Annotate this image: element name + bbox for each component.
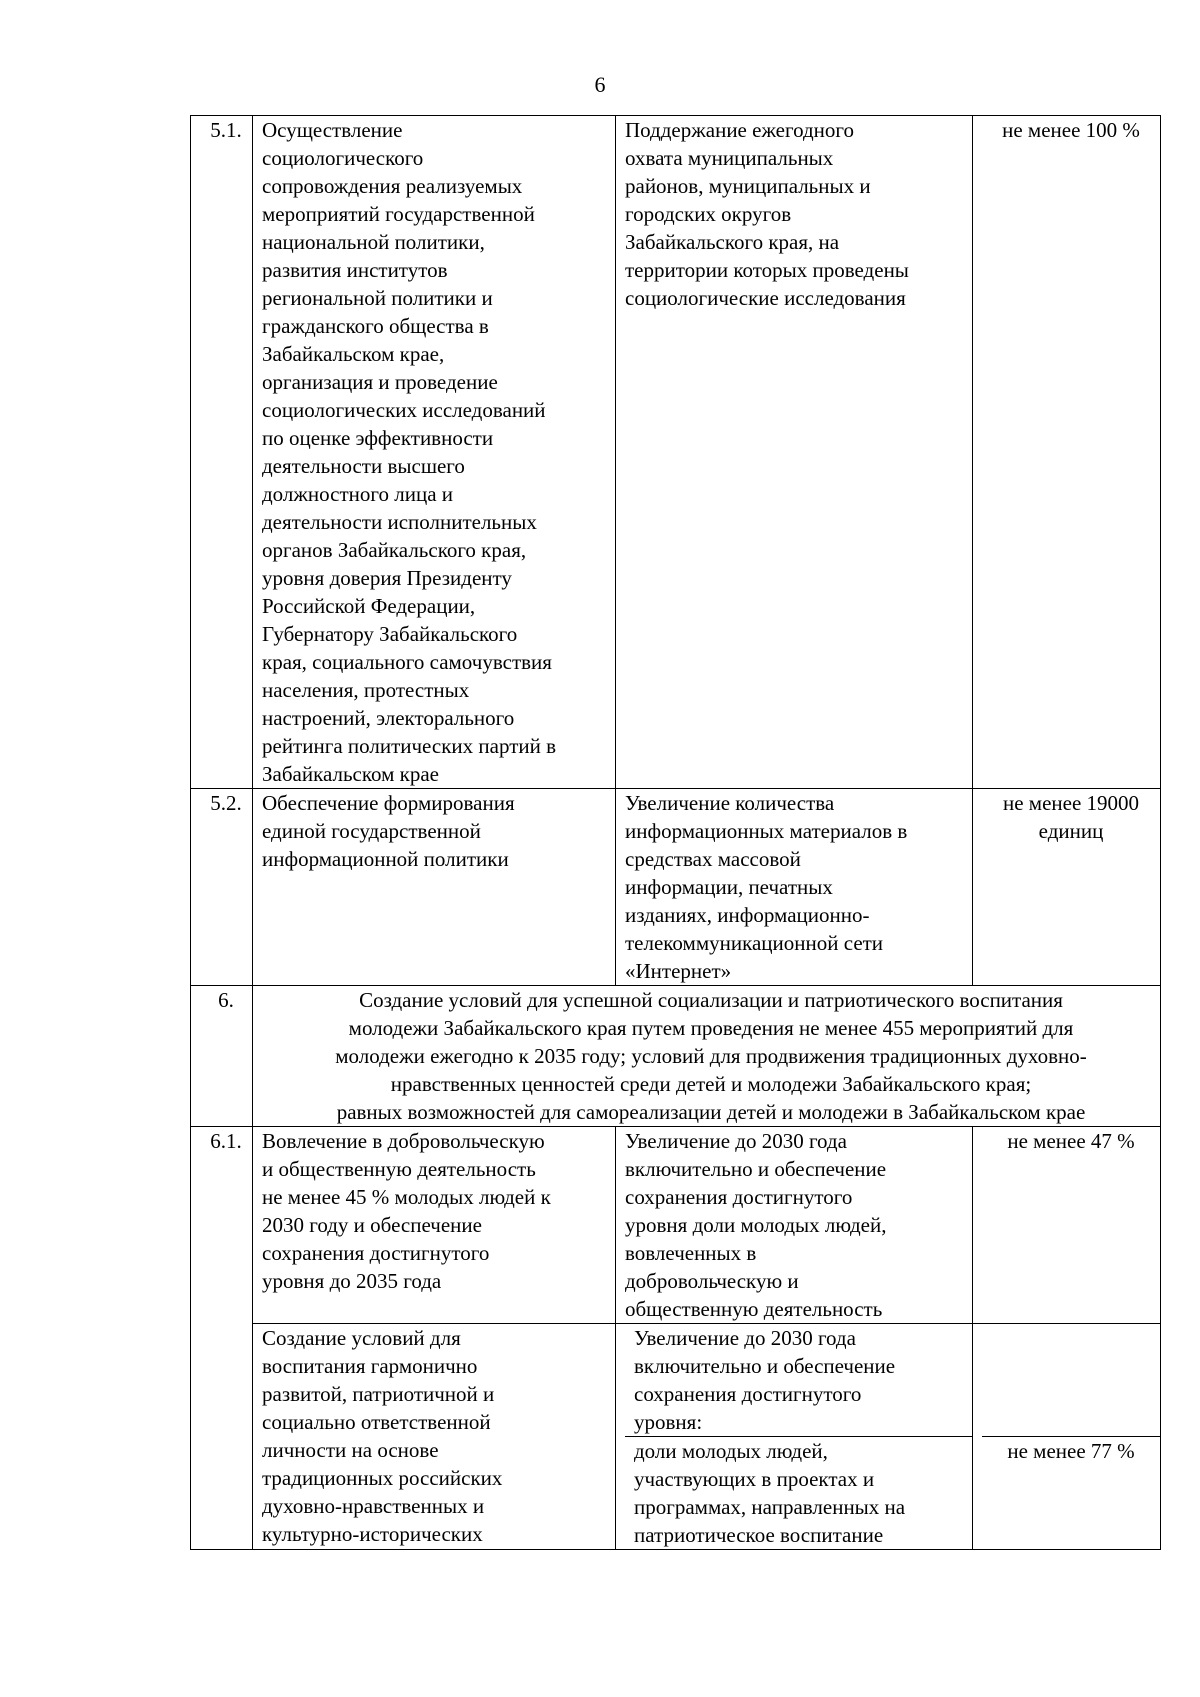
value-cell: [973, 789, 1161, 986]
table-row: [191, 116, 1161, 789]
goals-table: [190, 115, 1161, 1550]
table-row: [191, 789, 1161, 986]
indicator-text: Поддержание ежегодного охвата муниципальных районов, муниципальных и городских округов Забайкальского края, на территории которых проведены социологические исследования: [625, 118, 909, 310]
section-goal-text: Создание условий для успешной социализации и патриотического воспитания молодежи Забайкальского края путем проведения не менее 455 мероприятий для молодежи ежегодно к 2035 году; условий для продвижения традиционных духовно- нравственных ценностей среди детей и молодежи Забайкальского края; равных возможностей для самореализации детей и молодежи в Забайкальском крае: [335, 988, 1087, 1124]
row-number: 5.2.: [191, 789, 253, 986]
indicator-cell: [616, 1324, 973, 1550]
row-number: 6.1.: [191, 1127, 253, 1550]
indicator-cell: [616, 789, 973, 986]
page-number: 6: [594, 72, 606, 97]
indicator-text: Увеличение до 2030 года включительно и обеспечение сохранения достигнутого уровня доли молодых людей, вовлеченных в добровольческую и общественную деятельность: [625, 1129, 887, 1321]
value-cell: [973, 116, 1161, 789]
section-goal-cell: [253, 986, 1161, 1127]
activity-cell: [253, 789, 616, 986]
indicator-head-text: Увеличение до 2030 года включительно и обеспечение сохранения достигнутого уровня:: [625, 1324, 972, 1437]
table-row-section: [191, 986, 1161, 1127]
value-cell: [973, 1127, 1161, 1324]
value-cell: [973, 1324, 1161, 1550]
activity-text: Создание условий для воспитания гармонично развитой, патриотичной и социально ответственной личности на основе традиционных российских духовно-нравственных и культурно-исторических: [262, 1326, 503, 1546]
indicator-cell: [616, 116, 973, 789]
indicator-text: Увеличение количества информационных материалов в средствах массовой информации, печатных изданиях, информационно- телекоммуникационной сети «Интернет»: [625, 791, 908, 983]
section-number: 6.: [191, 986, 253, 1127]
indicator-cell: [616, 1127, 973, 1324]
value-text: не менее 47 %: [1007, 1129, 1135, 1153]
activity-text: Обеспечение формирования единой государственной информационной политики: [262, 791, 515, 871]
value-text: не менее 19000 единиц: [1002, 791, 1140, 843]
table-row: [191, 1127, 1161, 1324]
value-head-text: [982, 1324, 1160, 1437]
activity-text: Осуществление социологического сопровождения реализуемых мероприятий государственной национальной политики, развития институтов региональной политики и гражданского общества в Забайкальском крае, организация и проведение социологических исследований по оценке эффективности деятельности высшего должностного лица и деятельности исполнительных органов Забайкальского края, уровня доверия Президенту Российской Федерации, Губернатору Забайкальского края, социального самочувствия населения, протестных настроений, электорального рейтинга политических партий в Забайкальском крае: [262, 118, 557, 786]
value-tail-text: не менее 77 %: [1007, 1439, 1135, 1463]
table-row: [191, 1324, 1161, 1550]
value-text: не менее 100 %: [1002, 118, 1140, 142]
activity-cell: [253, 116, 616, 789]
activity-text: Вовлечение в добровольческую и общественную деятельность не менее 45 % молодых людей к 2030 году и обеспечение сохранения достигнутого уровня до 2035 года: [262, 1129, 551, 1293]
activity-cell: [253, 1127, 616, 1324]
row-number: 5.1.: [191, 116, 253, 789]
activity-cell: [253, 1324, 616, 1550]
indicator-tail-text: доли молодых людей, участвующих в проектах и программах, направленных на патриотическое воспитание: [634, 1439, 906, 1547]
